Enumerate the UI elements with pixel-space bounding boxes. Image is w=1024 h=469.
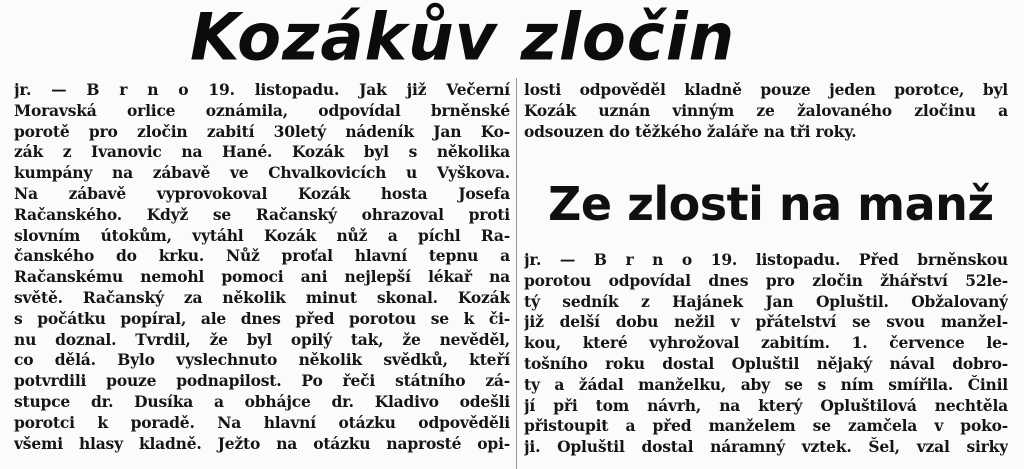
article-text-line: Račanskému nemohl pomoci ani nejlepší lékař na <box>14 267 510 287</box>
article-text-line: přistoupit a před manželem se zamčela v poko- <box>524 416 1008 436</box>
article-text-line: co dělá. Bylo vyslechnuto několik svědků, kteří <box>14 350 510 370</box>
article-text-line: potvrdili pouze podnapilost. Po řeči státního zá- <box>14 371 510 391</box>
article-text-line: Moravská orlice oznámila, odpovídal brněnské <box>14 100 510 120</box>
article-text-line: slovním útokům, vytáhl Kozák nůž a píchl Ra- <box>14 225 510 245</box>
article-text-line: porotě pro zločin zabití 30letý nádeník Jan Ko- <box>14 121 510 141</box>
article-text-line: ji. Opluštil dostal náramný vztek. Šel, vzal sirky <box>524 437 1008 457</box>
article-text-line: losti odpověděl kladně pouze jeden porotce, byl <box>524 80 1008 99</box>
article-headline: Kozákův zločin <box>190 0 736 76</box>
article-text-line: čanského do krku. Nůž proťal hlavní tepnu a <box>14 246 510 266</box>
article-text-line: již delší dobu nežil v přátelství se svou manžel- <box>524 312 1008 332</box>
article-text-line: stupce dr. Dusíka a obhájce dr. Kladivo odešli <box>14 391 510 411</box>
article-body-right-column <box>524 80 1008 142</box>
column-divider <box>516 78 517 469</box>
article-text-line: kou, které vyhrožoval zabitím. 1. července le- <box>524 333 1008 353</box>
article-text-line: s počátku popíral, ale dnes před porotou se k či- <box>14 308 510 328</box>
article-text-line: Račanského. Když se Račanský ohrazoval proti <box>14 204 510 224</box>
article-text-line: kumpány na zábavě ve Chvalkovicích u Vyškova. <box>14 163 510 183</box>
article-text-line: světě. Račanský za několik minut skonal. Kozák <box>14 287 510 307</box>
article-text-line: porotou odpovídal dnes pro zločin žhářství 52le- <box>524 270 1008 290</box>
article-text-line: ty a žádal manželku, aby se s ním smířila. Činil <box>524 374 1008 394</box>
second-article-body <box>524 250 1008 458</box>
article-text-line: zák z Ivanovic na Hané. Kozák byl s několika <box>14 142 510 162</box>
article-text-line: porotci k poradě. Na hlavní otázku odpověděli <box>14 412 510 432</box>
article-text-line: tý sedník z Hajánek Jan Opluštil. Obžalovaný <box>524 291 1008 311</box>
article-text-line: Kozák uznán vinným ze žalovaného zločinu a <box>524 100 1008 120</box>
article-text-line: Na zábavě vyprovokoval Kozák hosta Josefa <box>14 183 510 203</box>
article-body-left-column <box>14 80 510 454</box>
article-text-line: odsouzen do těžkého žaláře na tři roky. <box>524 121 857 141</box>
article-text-line: tošního roku dostal Opluštil nějaký nával dobro- <box>524 353 1008 373</box>
article-text-line: jí při tom návrh, na který Opluštilová nechtěla <box>524 395 1008 415</box>
article-text-line: všemi hlasy kladně. Ježto na otázku naprosté opi- <box>14 433 510 453</box>
article-text-line: jr. — B r n o 19. listopadu. Jak již Večerní <box>14 80 510 99</box>
article-text-line: nu doznal. Tvrdil, že byl opilý tak, že nevěděl, <box>14 329 510 349</box>
second-article-headline: Ze zlosti na manž <box>548 177 994 231</box>
article-text-line: jr. — B r n o 19. listopadu. Před brněnskou <box>524 250 1008 269</box>
